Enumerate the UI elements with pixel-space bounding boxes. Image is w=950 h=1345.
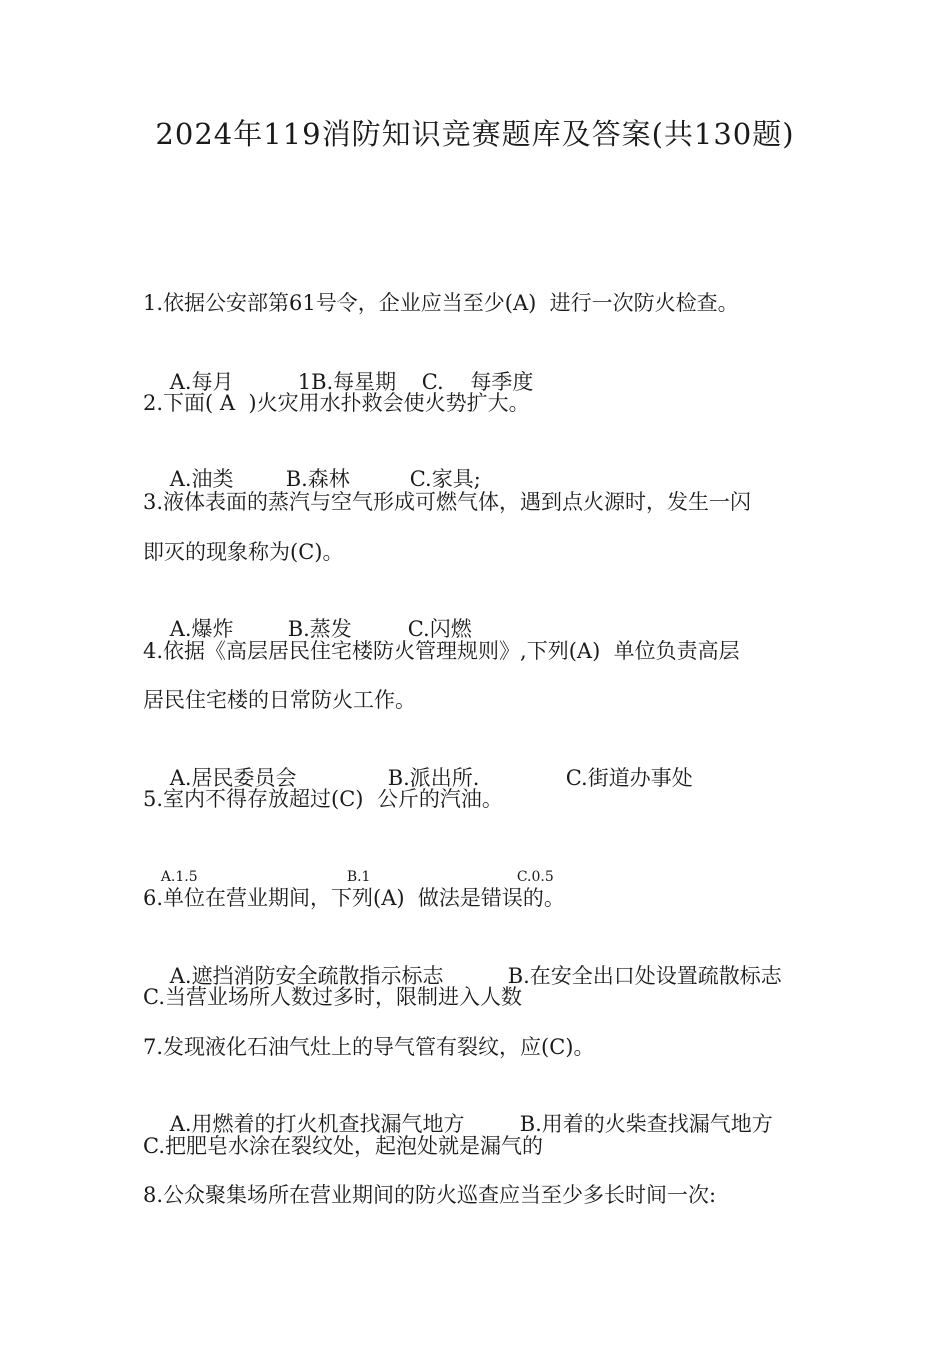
option-a: A.居民委员会 <box>169 766 297 790</box>
question-6-option-c: C.当营业场所人数过多时，限制进入人数 <box>143 985 522 1009</box>
question-4-line-2: 居民住宅楼的日常防火工作。 <box>143 688 416 712</box>
option-b: B.在安全出口处设置疏散标志 <box>507 964 782 988</box>
option-b: B.用着的火柴查找漏气地方 <box>519 1112 773 1136</box>
option-b: 1B.每星期 <box>297 370 397 394</box>
question-7-option-c: C.把肥皂水涂在裂纹处，起泡处就是漏气的 <box>143 1134 543 1158</box>
option-a: A.用燃着的打火机查找漏气地方 <box>169 1112 465 1136</box>
question-3-line-2: 即灭的现象称为(C)。 <box>143 540 344 564</box>
question-4-line-1: 4.依据《高层居民住宅楼防火管理规则》,下列(A) 单位负责高层 <box>143 639 740 663</box>
option-c: C.街道办事处 <box>565 766 693 790</box>
option-b: B.1 <box>346 869 371 885</box>
question-7: 7.发现液化石油气灶上的导气管有裂纹，应(C)。 <box>143 1035 595 1059</box>
option-a: A.油类 <box>169 467 234 491</box>
option-a: A.遮挡消防安全疏散指示标志 <box>169 964 444 988</box>
option-a: A.1.5 <box>160 869 198 885</box>
option-a: A.爆炸 <box>169 617 234 641</box>
question-5: 5.室内不得存放超过(C) 公斤的汽油。 <box>143 787 503 811</box>
question-2: 2.下面( A )火灾用水扑救会使火势扩大。 <box>143 391 530 415</box>
question-1: 1.依据公安部第61号令，企业应当至少(A) 进行一次防火检查。 <box>143 291 739 315</box>
option-b: B.森林 <box>285 467 350 491</box>
question-8: 8.公众聚集场所在营业期间的防火巡查应当至少多长时间一次: <box>143 1183 717 1207</box>
option-b: B.蒸发 <box>287 617 352 641</box>
option-c: C. 每季度 <box>421 370 534 394</box>
option-c: C.0.5 <box>516 869 554 885</box>
option-b: B.派出所. <box>387 766 480 790</box>
question-3-line-1: 3.液体表面的蒸汽与空气形成可燃气体，遇到点火源时，发生一闪 <box>143 490 752 514</box>
option-c: C.家具; <box>409 467 481 491</box>
question-6: 6.单位在营业期间，下列(A) 做法是错误的。 <box>143 886 565 910</box>
option-a: A.每月 <box>169 370 234 394</box>
document-title: 2024年119消防知识竞赛题库及答案(共130题) <box>155 117 795 151</box>
option-c: C.闪燃 <box>407 617 472 641</box>
